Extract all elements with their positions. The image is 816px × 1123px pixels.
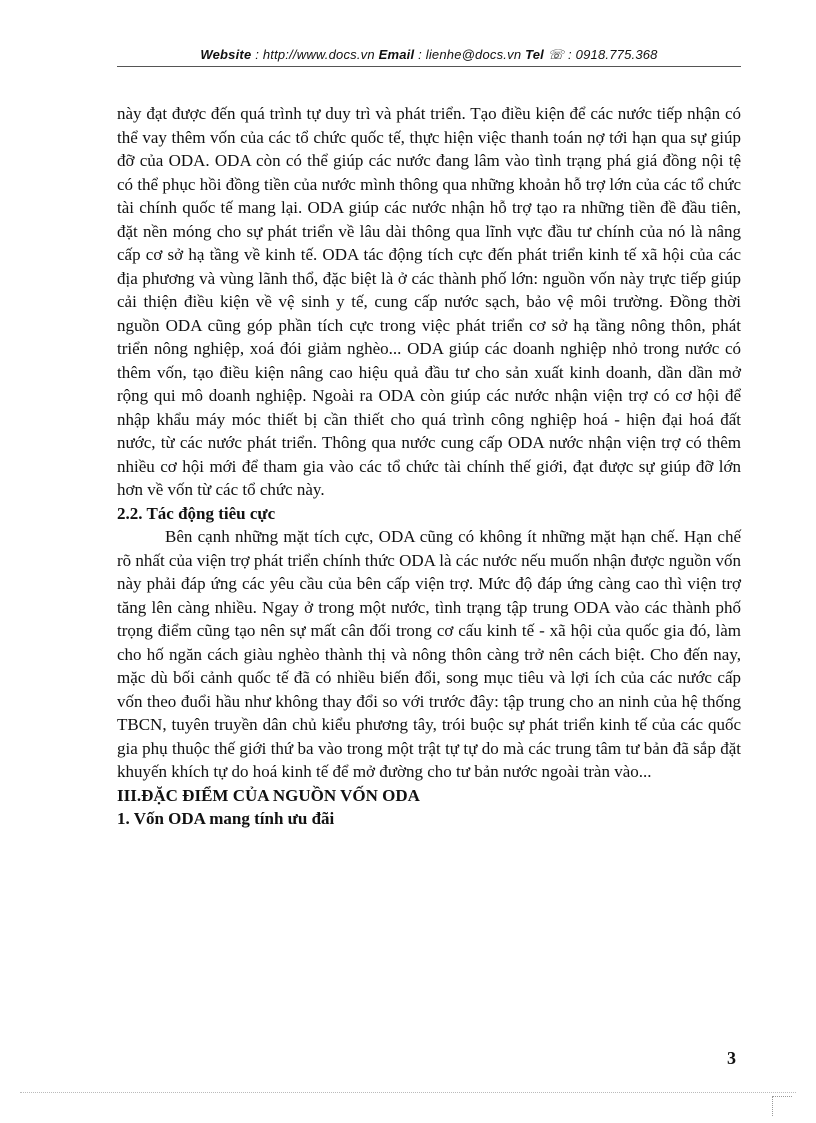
phone-icon: ☏ — [547, 47, 565, 62]
website-value: : http://www.docs.vn — [251, 47, 379, 62]
page-number: 3 — [727, 1048, 736, 1068]
paragraph-positive-effects: này đạt được đến quá trình tự duy trì và phát triển. Tạo điều kiện để các nước tiếp nhận có thể vay thêm vốn của các tổ chức quốc tế, thực hiện việc thanh toán nợ tới hạn qua sự giúp đỡ của ODA. ODA còn có thể giúp các nước đang lâm vào tình trạng phá giá đồng nội tệ có thể phục hồi đồng tiền của nước mình thông qua những khoản hỗ trợ lớn của các tổ chức tài chính quốc tế mang lại. ODA giúp các nước nhận hỗ trợ tạo ra những tiền đề đầu tiên, đặt nền móng cho sự phát triển về lâu dài thông qua lĩnh vực đầu tư chính của nó là nâng cấp cơ sở hạ tầng về kinh tế. ODA tác động tích cực đến phát triển kinh tế xã hội của các địa phương và vùng lãnh thổ, đặc biệt là ở các thành phố lớn: nguồn vốn này trực tiếp giúp cải thiện điều kiện về vệ sinh y tế, cung cấp nước sạch, bảo vệ môi trường. Đồng thời nguồn ODA cũng góp phần tích cực trong việc phát triển cơ sở hạ tầng nông thôn, phát triển nông nghiệp, xoá đói giảm nghèo... ODA giúp các doanh nghiệp nhỏ trong nước có thêm vốn, tạo điều kiện nâng cao hiệu quả đầu tư cho sản xuất kinh doanh, dần dần mở rộng qui mô doanh nghiệp. Ngoài ra ODA còn giúp các nước nhận viện trợ có cơ hội để nhập khẩu máy móc thiết bị cần thiết cho quá trình công nghiệp hoá - hiện đại hoá đất nước, từ các nước phát triển. Thông qua nước cung cấp ODA nước nhận viện trợ có thêm nhiều cơ hội mới để tham gia vào các tổ chức tài chính thế giới, đạt được sự giúp đỡ lớn hơn về vốn từ các tổ chức này. — [117, 104, 741, 499]
subsection-heading-1: 1. Vốn ODA mang tính ưu đãi — [117, 809, 335, 828]
website-label: Website — [200, 47, 252, 62]
document-body — [117, 102, 741, 831]
page-header — [117, 47, 741, 63]
section-heading-III: III.ĐẶC ĐIỂM CỦA NGUỒN VỐN ODA — [117, 785, 420, 805]
header-divider — [117, 66, 741, 67]
footer-divider — [20, 1092, 796, 1093]
section-heading-2-2: 2.2. Tác động tiêu cực — [117, 503, 276, 523]
paragraph-negative-effects: Bên cạnh những mặt tích cực, ODA cũng có không ít những mặt hạn chế. Hạn chế rõ nhất của viện trợ phát triển chính thức ODA là các nước nếu muốn nhận được nguồn vốn này phải đáp ứng các yêu cầu của bên cấp viện trợ. Mức độ đáp ứng càng cao thì viện trợ tăng lên càng nhiều. Ngay ở trong một nước, tình trạng tập trung ODA vào các thành phố trọng điểm cũng tạo nên sự mất cân đối trong cơ cấu kinh tế - xã hội của quốc gia đó, làm cho hố ngăn cách giàu nghèo thành thị và nông thôn càng trở nên cách biệt. Cho đến nay, mặc dù bối cảnh quốc tế đã có nhiều biến đổi, song mục tiêu và lợi ích của các nước cấp vốn theo đuổi hầu như không thay đổi so với trước đây: tập trung cho an ninh của hệ thống TBCN, tuyên truyền dân chủ kiểu phương tây, trói buộc sự phát triển kinh tế của các quốc gia phụ thuộc thế giới thứ ba vào trong một trật tự tự do mà các trung tâm tư bản đã sắp đặt khuyến khích tự do hoá kinh tế để mở đường cho tư bản nước ngoài tràn vào... — [117, 527, 741, 781]
tel-label: Tel — [525, 47, 544, 62]
corner-crop-mark — [772, 1096, 792, 1116]
email-value: : lienhe@docs.vn — [414, 47, 526, 62]
email-label: Email — [378, 47, 415, 62]
tel-value: : 0918.775.368 — [564, 47, 658, 62]
